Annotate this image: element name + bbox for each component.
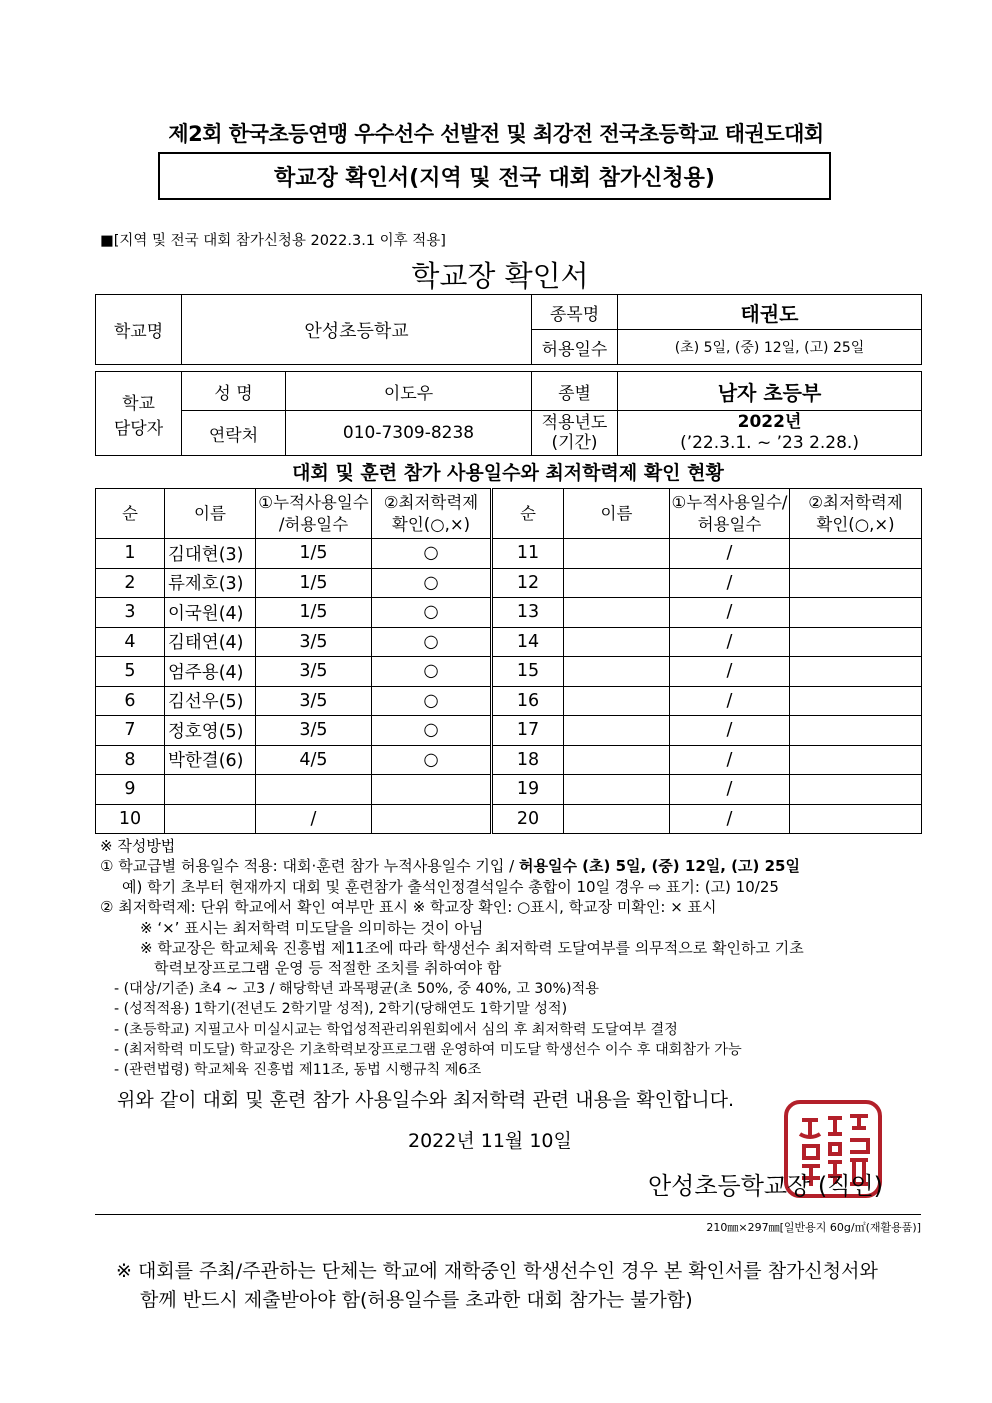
header-name-right: 이름 bbox=[564, 489, 670, 539]
row-days-right: / bbox=[670, 539, 790, 569]
header-check-right-line1: ②최저학력제 bbox=[808, 492, 903, 512]
year-label-line1: 적용년도 bbox=[541, 413, 608, 433]
row-days-right: / bbox=[670, 804, 790, 834]
row-no: 9 bbox=[96, 775, 165, 805]
document-title-box bbox=[158, 152, 831, 200]
table-row bbox=[96, 686, 922, 716]
method-line-4: ※ ‘×’ 표시는 최저학력 미도달을 의미하는 것이 아님 bbox=[140, 918, 484, 937]
row-no-right: 19 bbox=[492, 775, 564, 805]
row-no-right: 18 bbox=[492, 745, 564, 775]
year-label bbox=[532, 411, 618, 456]
row-name-right bbox=[564, 598, 670, 628]
year-value: 2022년 bbox=[737, 412, 802, 432]
row-no: 4 bbox=[96, 627, 165, 657]
table-row bbox=[96, 716, 922, 746]
row-check-right bbox=[790, 568, 922, 598]
row-name: 박한결(6) bbox=[165, 745, 256, 775]
row-name-right bbox=[564, 686, 670, 716]
method-line-1 bbox=[100, 856, 930, 876]
row-name: 정호영(5) bbox=[165, 716, 256, 746]
applicability-note: ■[지역 및 전국 대회 참가신청용 2022.3.1 이후 적용] bbox=[100, 233, 446, 249]
row-no: 6 bbox=[96, 686, 165, 716]
row-no-right: 16 bbox=[492, 686, 564, 716]
row-check-right bbox=[790, 775, 922, 805]
row-no-right: 14 bbox=[492, 627, 564, 657]
header-check-right bbox=[790, 489, 922, 539]
row-check-right bbox=[790, 745, 922, 775]
row-no-right: 20 bbox=[492, 804, 564, 834]
row-name-right bbox=[564, 627, 670, 657]
method-detail-2: - (성적적용) 1학기(전년도 2학기말 성적), 2학기(당해연도 1학기말 성적) bbox=[114, 1001, 568, 1018]
row-name-right bbox=[564, 745, 670, 775]
row-check-right bbox=[790, 657, 922, 687]
row-check: ○ bbox=[372, 745, 492, 775]
principal-signature: 안성초등학교장 (직인) bbox=[648, 1172, 884, 1200]
row-days: 4/5 bbox=[256, 745, 372, 775]
row-check bbox=[372, 804, 492, 834]
header-check-line2: 확인(○,×) bbox=[391, 514, 471, 534]
manager-label-line1: 학교 bbox=[122, 393, 155, 414]
name-value: 이도우 bbox=[286, 372, 532, 411]
table-row bbox=[96, 775, 922, 805]
row-check-right bbox=[790, 627, 922, 657]
row-check: ○ bbox=[372, 568, 492, 598]
paper-spec: 210㎜×297㎜[일반용지 60g/㎡(재활용품)] bbox=[706, 1221, 921, 1234]
table-row bbox=[96, 745, 922, 775]
row-check-right bbox=[790, 539, 922, 569]
method-detail-5: - (관련법령) 학교체육 진흥법 제11조, 동법 시행규칙 제6조 bbox=[114, 1062, 482, 1079]
row-days: 1/5 bbox=[256, 598, 372, 628]
method-line-1b: 허용일수 (초) 5일, (중) 12일, (고) 25일 bbox=[519, 857, 800, 876]
row-name-right bbox=[564, 775, 670, 805]
row-check-right bbox=[790, 716, 922, 746]
table-row bbox=[96, 568, 922, 598]
method-detail-3: - (초등학교) 지필고사 미실시교는 학업성적관리위원회에서 심의 후 최저학력 도달여부 결정 bbox=[114, 1021, 678, 1038]
row-check-right bbox=[790, 686, 922, 716]
bottom-rule bbox=[95, 1214, 921, 1215]
method-line-2: 예) 학기 초부터 현재까지 대회 및 훈련참가 출석인정결석일수 총합이 10일 경우 ⇨ 표기: (고) 10/25 bbox=[122, 877, 779, 896]
row-days: / bbox=[256, 804, 372, 834]
row-name: 김선우(5) bbox=[165, 686, 256, 716]
confirmation-statement: 위와 같이 대회 및 훈련 참가 사용일수와 최저학력 관련 내용을 확인합니다. bbox=[117, 1089, 735, 1111]
row-days-right: / bbox=[670, 686, 790, 716]
contact-value: 010-7309-8238 bbox=[286, 411, 532, 456]
row-name: 이국원(4) bbox=[165, 598, 256, 628]
method-line-1a: ① 학교급별 허용일수 적용: 대회·훈련 참가 누적사용일수 기입 / bbox=[100, 857, 519, 876]
row-check: ○ bbox=[372, 686, 492, 716]
method-detail-4: - (최저학력 미도달) 학교장은 기초학력보장프로그램 운영하여 미도달 학생선수 이수 후 대회참가 가능 bbox=[114, 1042, 742, 1059]
row-no-right: 11 bbox=[492, 539, 564, 569]
form-title: 학교장 확인서 bbox=[411, 259, 589, 293]
writing-method bbox=[100, 836, 930, 1081]
method-heading: ※ 작성방법 bbox=[100, 837, 176, 855]
row-no: 7 bbox=[96, 716, 165, 746]
row-days-right: / bbox=[670, 598, 790, 628]
row-check bbox=[372, 775, 492, 805]
event-title: 제2회 한국초등연맹 우수선수 선발전 및 최강전 전국초등학교 태권도대회 bbox=[168, 122, 824, 146]
row-check: ○ bbox=[372, 539, 492, 569]
sport-value: 태권도 bbox=[618, 295, 922, 330]
table-row bbox=[96, 627, 922, 657]
document-title: 학교장 확인서(지역 및 전국 대회 참가신청용) bbox=[274, 165, 715, 191]
row-no: 2 bbox=[96, 568, 165, 598]
period-value: (’22.3.1. ~ ’23 2.28.) bbox=[680, 433, 859, 453]
row-days-right: / bbox=[670, 627, 790, 657]
row-days: 1/5 bbox=[256, 568, 372, 598]
division-label: 종별 bbox=[532, 372, 618, 411]
header-check bbox=[372, 489, 492, 539]
school-label: 학교명 bbox=[96, 295, 182, 365]
contact-label: 연락처 bbox=[182, 411, 286, 456]
info-table bbox=[95, 294, 922, 456]
method-line-3: ② 최저학력제: 단위 학교에서 확인 여부만 표시 ※ 학교장 확인: ○표시, 학교장 미확인: × 표시 bbox=[100, 898, 717, 917]
row-days-right: / bbox=[670, 568, 790, 598]
manager-label bbox=[96, 372, 182, 456]
row-name-right bbox=[564, 804, 670, 834]
header-days-line2: /허용일수 bbox=[278, 514, 349, 534]
row-days-right: / bbox=[670, 716, 790, 746]
row-check: ○ bbox=[372, 627, 492, 657]
row-days: 3/5 bbox=[256, 716, 372, 746]
row-name-right bbox=[564, 539, 670, 569]
allowed-days-label: 허용일수 bbox=[532, 330, 618, 365]
year-label-line2: (기간) bbox=[551, 433, 598, 453]
row-name bbox=[165, 775, 256, 805]
row-no: 1 bbox=[96, 539, 165, 569]
row-days-right: / bbox=[670, 745, 790, 775]
row-check-right bbox=[790, 804, 922, 834]
header-check-line1: ②최저학력제 bbox=[383, 492, 479, 512]
manager-label-line2: 담당자 bbox=[113, 418, 164, 439]
header-days bbox=[256, 489, 372, 539]
row-check: ○ bbox=[372, 598, 492, 628]
table-row bbox=[96, 598, 922, 628]
row-no-right: 12 bbox=[492, 568, 564, 598]
row-name-right bbox=[564, 568, 670, 598]
row-check: ○ bbox=[372, 716, 492, 746]
footer-notice-line2: 함께 반드시 제출받아야 함(허용일수를 초과한 대회 참가는 불가함) bbox=[140, 1289, 693, 1311]
row-days: 3/5 bbox=[256, 657, 372, 687]
issue-date: 2022년 11월 10일 bbox=[408, 1130, 572, 1152]
status-title: 대회 및 훈련 참가 사용일수와 최저학력제 확인 현황 bbox=[292, 462, 724, 484]
row-name: 김대현(3) bbox=[165, 539, 256, 569]
row-no-right: 13 bbox=[492, 598, 564, 628]
header-days-right-line1: ①누적사용일수/ bbox=[671, 492, 788, 512]
allowed-days-value: (초) 5일, (중) 12일, (고) 25일 bbox=[618, 330, 922, 365]
row-name: 엄주용(4) bbox=[165, 657, 256, 687]
header-no: 순 bbox=[96, 489, 165, 539]
row-no: 10 bbox=[96, 804, 165, 834]
row-no-right: 15 bbox=[492, 657, 564, 687]
header-no-right: 순 bbox=[492, 489, 564, 539]
row-days-right: / bbox=[670, 657, 790, 687]
row-no: 5 bbox=[96, 657, 165, 687]
row-name: 김태연(4) bbox=[165, 627, 256, 657]
school-value: 안성초등학교 bbox=[182, 295, 532, 365]
table-row bbox=[96, 539, 922, 569]
year-value-cell bbox=[618, 411, 922, 456]
table-row bbox=[96, 657, 922, 687]
division-value: 남자 초등부 bbox=[618, 372, 922, 411]
row-check: ○ bbox=[372, 657, 492, 687]
row-no: 3 bbox=[96, 598, 165, 628]
header-check-right-line2: 확인(○,×) bbox=[816, 514, 895, 534]
row-name-right bbox=[564, 657, 670, 687]
sport-label: 종목명 bbox=[532, 295, 618, 330]
row-no-right: 17 bbox=[492, 716, 564, 746]
row-name-right bbox=[564, 716, 670, 746]
footer-notice-line1: ※ 대회를 주최/주관하는 단체는 학교에 재학중인 학생선수인 경우 본 확인서를 참가신청서와 bbox=[116, 1260, 878, 1282]
row-days bbox=[256, 775, 372, 805]
header-days-right-line2: 허용일수 bbox=[697, 514, 762, 534]
method-line-6: 학력보장프로그램 운영 등 적절한 조치를 취하여야 함 bbox=[154, 959, 502, 978]
row-no: 8 bbox=[96, 745, 165, 775]
status-table bbox=[95, 488, 922, 834]
header-days-right bbox=[670, 489, 790, 539]
row-check-right bbox=[790, 598, 922, 628]
row-name bbox=[165, 804, 256, 834]
name-label: 성 명 bbox=[182, 372, 286, 411]
method-detail-1: - (대상/기준) 초4 ~ 고3 / 해당학년 과목평균(초 50%, 중 40%, 고 30%)적용 bbox=[114, 980, 599, 997]
table-row bbox=[96, 804, 922, 834]
method-line-5: ※ 학교장은 학교체육 진흥법 제11조에 따라 학생선수 최저학력 도달여부를 의무적으로 확인하고 기초 bbox=[140, 939, 804, 958]
row-days: 1/5 bbox=[256, 539, 372, 569]
row-days: 3/5 bbox=[256, 686, 372, 716]
row-name: 류제호(3) bbox=[165, 568, 256, 598]
row-days: 3/5 bbox=[256, 627, 372, 657]
row-days-right: / bbox=[670, 775, 790, 805]
header-days-line1: ①누적사용일수 bbox=[258, 492, 369, 512]
header-name: 이름 bbox=[165, 489, 256, 539]
